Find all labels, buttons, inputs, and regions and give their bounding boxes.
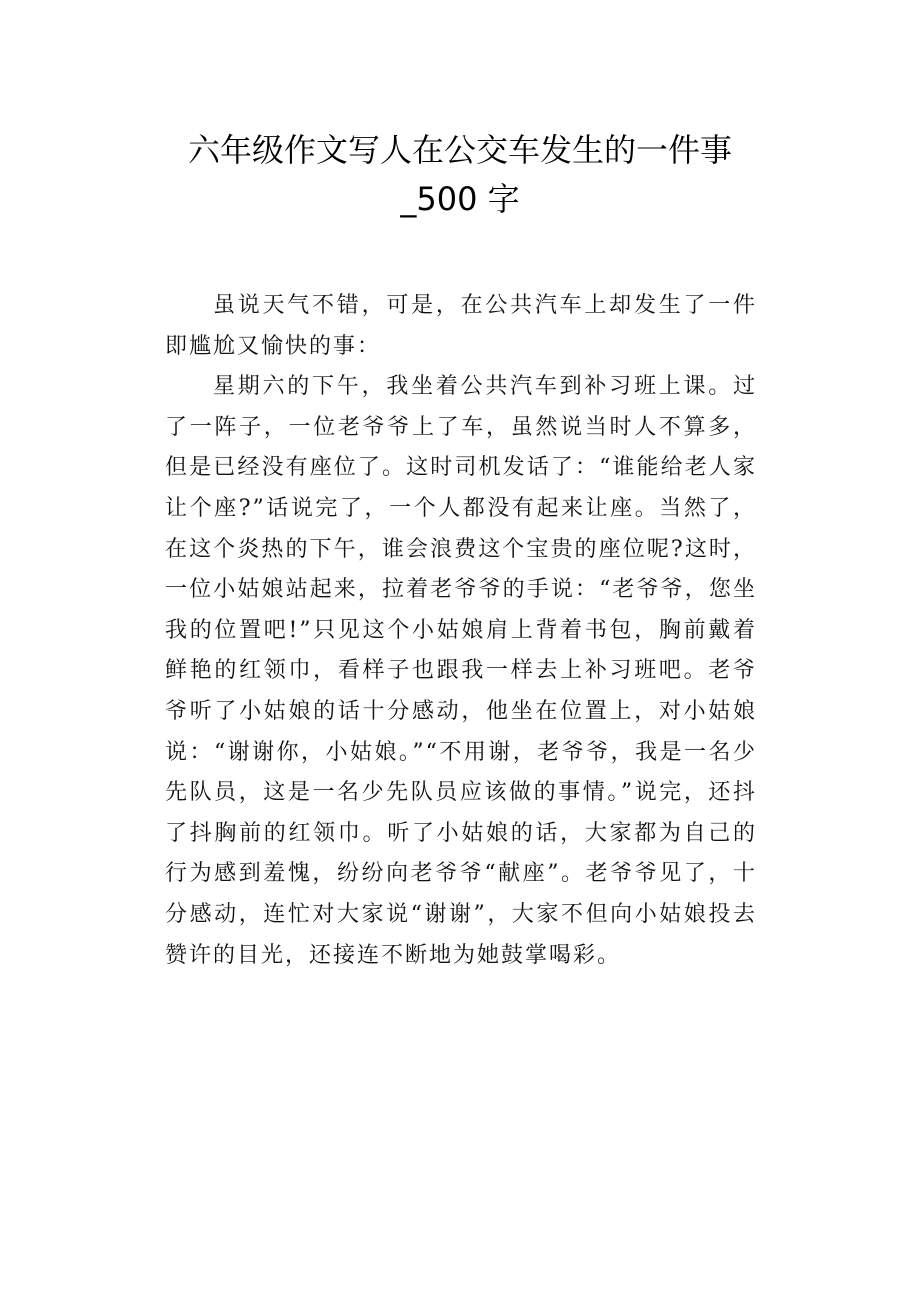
- document-body: [165, 286, 757, 976]
- document-title: [140, 126, 780, 224]
- title-line-1: 六年级作文写人在公交车发生的一件事: [187, 131, 732, 169]
- paragraph-story: 星期六的下午，我坐着公共汽车到补习班上课。过了一阵子，一位老爷爷上了车，虽然说当时人不算多，但是已经没有座位了。这时司机发话了：“谁能给老人家让个座?”话说完了，一个人都没有起来让座。当然了，在这个炎热的下午，谁会浪费这个宝贵的座位呢?这时，一位小姑娘站起来，拉着老爷爷的手说：“老爷爷，您坐我的位置吧!”只见这个小姑娘肩上背着书包，胸前戴着鲜艳的红领巾，看样子也跟我一样去上补习班吧。老爷爷听了小姑娘的话十分感动，他坐在位置上，对小姑娘说：“谢谢你，小姑娘。”“不用谢，老爷爷，我是一名少先队员，这是一名少先队员应该做的事情。”说完，还抖了抖胸前的红领巾。听了小姑娘的话，大家都为自己的行为感到羞愧，纷纷向老爷爷“献座”。老爷爷见了，十分感动，连忙对大家说“谢谢”，大家不但向小姑娘投去赞许的目光，还接连不断地为她鼓掌喝彩。: [165, 374, 757, 968]
- title-line-2: _500 字: [400, 180, 520, 218]
- paragraph-intro: 虽说天气不错，可是，在公共汽车上却发生了一件即尴尬又愉快的事：: [165, 293, 757, 359]
